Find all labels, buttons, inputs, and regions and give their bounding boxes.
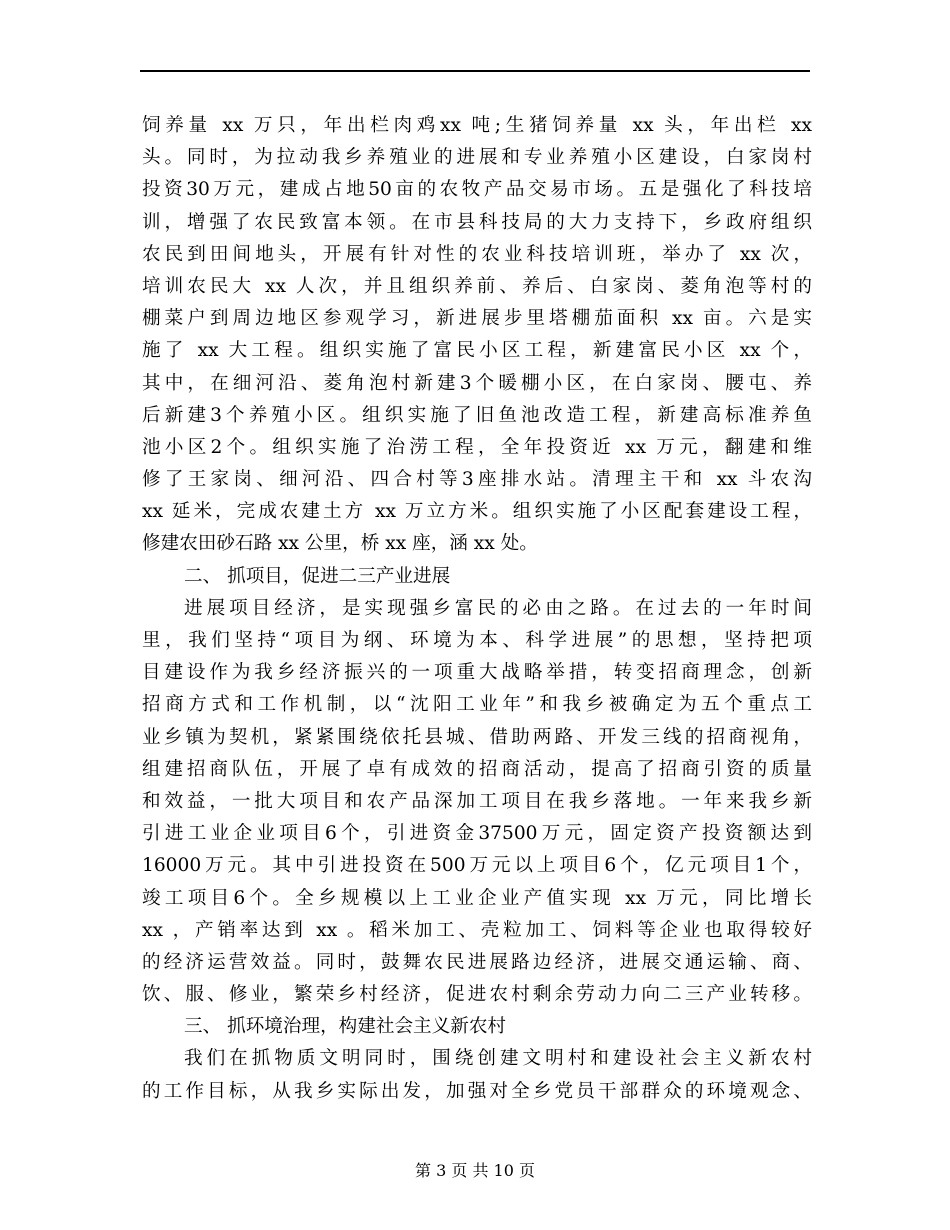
text-line: 施了 xx 大工程。组织实施了富民小区工程，新建富民小区 xx 个， (142, 340, 812, 362)
text-line: 饲养量 xx 万只，年出栏肉鸡xx 吨;生猪饲养量 xx 头，年出栏 xx (142, 115, 812, 136)
text-line: 修建农田砂石路 xx 公里，桥 xx 座，涵 xx 处。 (142, 533, 538, 555)
text-line: 16000万元。其中引进投资在500万元以上项目6个，亿元项目1个， (142, 855, 812, 877)
text-line: 池小区2个。组织实施了治涝工程，全年投资近 xx 万元，翻建和维 (142, 436, 812, 458)
text-line: 棚菜户到周边地区参观学习，新进展步里塔棚茄面积 xx 亩。六是实 (142, 308, 812, 330)
text-line: 竣工项目6个。全乡规模以上工业企业产值实现 xx 万元，同比增长 (142, 887, 812, 909)
text-line: 培训农民大 xx 人次，并且组织养前、养后、白家岗、菱角泡等村的 (142, 275, 812, 297)
text-line: 引进工业企业项目6个，引进资金37500万元，固定资产投资额达到 (142, 823, 812, 845)
section-heading: 二、 抓项目，促进二三产业进展 (184, 565, 451, 587)
header-rule (140, 70, 810, 72)
text-line: 里，我们坚持“项目为纲、环境为本、科学进展”的思想，坚持把项 (142, 630, 812, 651)
text-line: 训，增强了农民致富本领。在市县科技局的大力支持下，乡政府组织 (142, 211, 812, 233)
text-line: 修了王家岗、细河沿、四合村等3座排水站。清理主干和 xx 斗农沟 (142, 469, 812, 491)
body-text (142, 110, 812, 1108)
text-line: 投资30万元，建成占地50亩的农牧产品交易市场。五是强化了科技培 (142, 179, 812, 201)
text-line: 招商方式和工作机制，以“沈阳工业年”和我乡被确定为五个重点工 (142, 694, 812, 716)
text-line: 其中，在细河沿、菱角泡村新建3个暖棚小区，在白家岗、腰屯、养 (142, 372, 812, 394)
text-line: 后新建3个养殖小区。组织实施了旧鱼池改造工程，新建高标准养鱼 (142, 404, 812, 426)
text-line: 农民到田间地头，开展有针对性的农业科技培训班，举办了 xx 次， (142, 243, 812, 265)
text-line: 目建设作为我乡经济振兴的一项重大战略举措，转变招商理念，创新 (142, 662, 812, 684)
text-line: 饮、服、修业，繁荣乡村经济，促进农村剩余劳动力向二三产业转移。 (142, 984, 812, 1006)
section-heading: 三、 抓环境治理，构建社会主义新农村 (184, 1016, 507, 1038)
text-line: 组建招商队伍，开展了卓有成效的招商活动，提高了招商引资的质量 (142, 758, 812, 780)
text-line: xx ，产销率达到 xx 。稻米加工、壳粒加工、饲料等企业也取得较好 (142, 919, 812, 941)
text-line: 头。同时，为拉动我乡养殖业的进展和专业养殖小区建设，白家岗村 (142, 147, 812, 169)
text-line: 业乡镇为契机，紧紧围绕依托县城、借助两路、开发三线的招商视角， (142, 726, 812, 748)
text-line: xx 延米，完成农建土方 xx 万立方米。组织实施了小区配套建设工程， (142, 501, 812, 523)
paragraph-first-line: 进展项目经济，是实现强乡富民的必由之路。在过去的一年时间 (184, 597, 812, 619)
text-line: 的经济运营效益。同时，鼓舞农民进展路边经济，进展交通运输、商、 (142, 951, 812, 973)
paragraph-first-line: 我们在抓物质文明同时，围绕创建文明村和建设社会主义新农村 (184, 1048, 812, 1070)
text-line: 和效益，一批大项目和农产品深加工项目在我乡落地。一年来我乡新 (142, 790, 812, 812)
text-line: 的工作目标，从我乡实际出发，加强对全乡党员干部群众的环境观念、 (142, 1080, 812, 1102)
page-footer: 第 3 页 共 10 页 (415, 1161, 535, 1180)
